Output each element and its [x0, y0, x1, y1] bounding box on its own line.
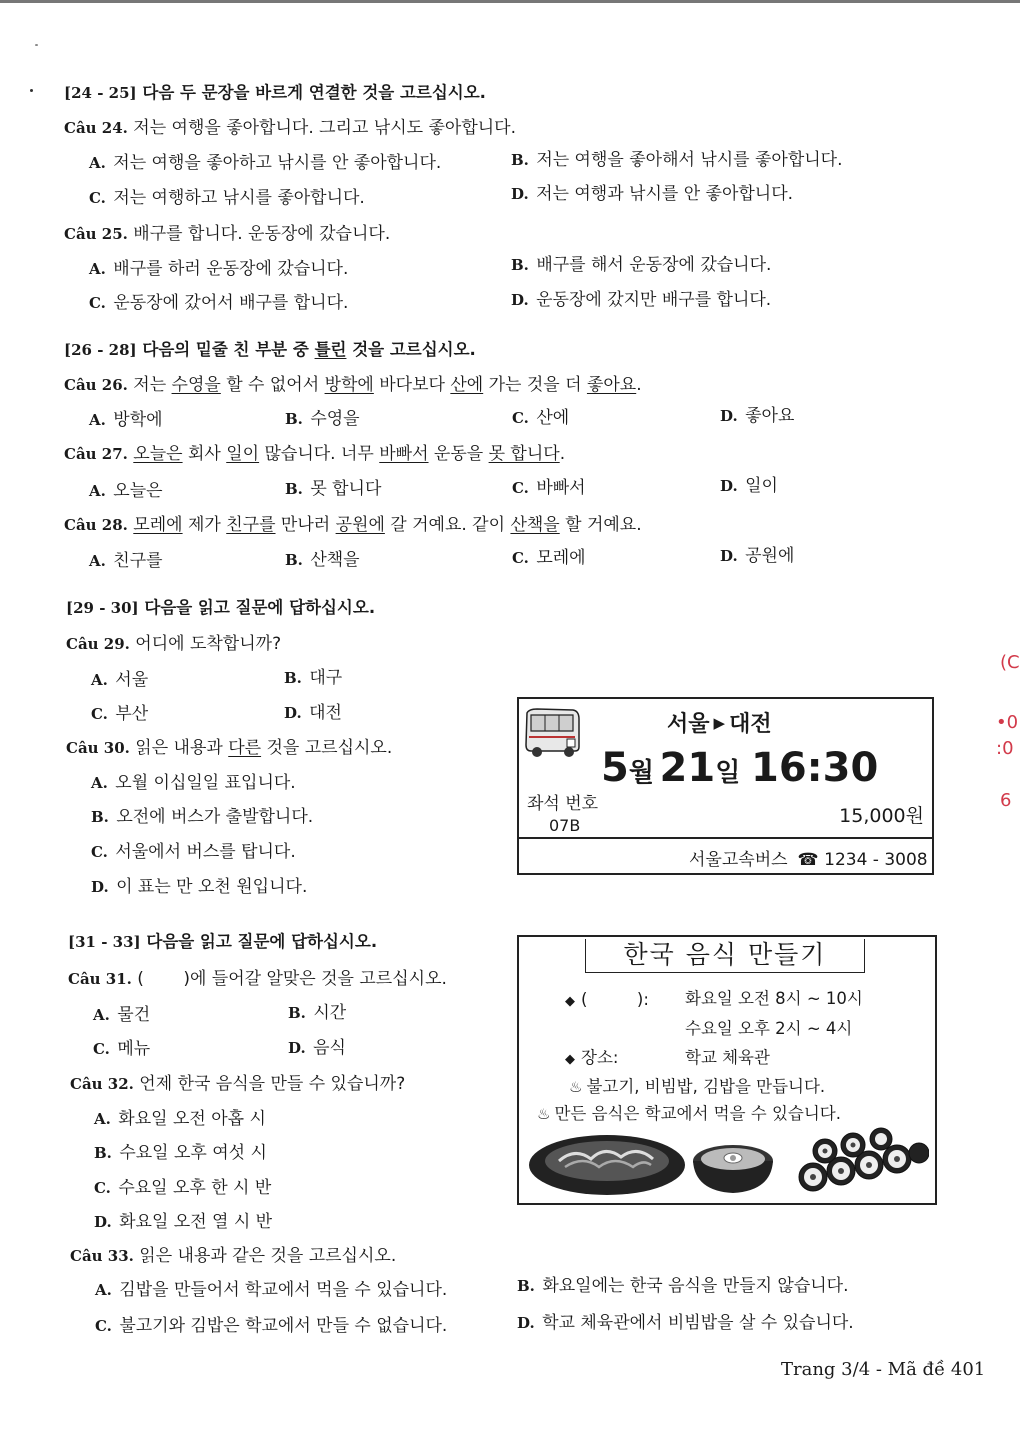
top-border — [0, 0, 1020, 3]
option-32-c[interactable]: C. 수요일 오후 한 시 반 — [94, 1178, 272, 1198]
option-32-d[interactable]: D. 화요일 오전 열 시 반 — [94, 1212, 273, 1232]
page-footer: Trang 3/4 - Mã đề 401 — [781, 1359, 986, 1380]
option-26-a[interactable]: A. 방학에 — [89, 410, 163, 430]
option-30-a[interactable]: A. 오월 이십일일 표입니다. — [91, 773, 296, 793]
option-29-b[interactable]: B. 대구 — [284, 668, 343, 688]
ticket-route: 서울 ▶ 대전 — [667, 712, 772, 737]
hot-food-icon: ♨ — [537, 1105, 551, 1123]
section-heading-31-33: [31 - 33] 다음을 읽고 질문에 답하십시오. — [68, 932, 378, 951]
arrow-right-icon: ▶ — [713, 714, 726, 732]
question-26: Câu 26. 저는 수영을 할 수 없어서 방학에 바다보다 산에 가는 것을 더 좋아요. — [64, 375, 642, 395]
margin-mark: •0 — [996, 712, 1019, 733]
option-28-b[interactable]: B. 산책을 — [285, 550, 360, 570]
notice-time-row-1: ◆ ( ): — [565, 990, 649, 1009]
seat-number: 07B — [549, 816, 581, 835]
hot-food-icon: ♨ — [569, 1078, 583, 1096]
diamond-bullet-icon: ◆ — [565, 1052, 575, 1067]
phone-icon: ☎ — [797, 850, 819, 870]
option-25-c[interactable]: C. 운동장에 갔어서 배구를 합니다. — [89, 293, 349, 313]
section-heading-24-25: [24 - 25] 다음 두 문장을 바르게 연결한 것을 고르십시오. — [64, 83, 486, 102]
option-29-a[interactable]: A. 서울 — [91, 670, 149, 690]
margin-mark: :0 — [996, 738, 1014, 759]
question-30: Câu 30. 읽은 내용과 다른 것을 고르십시오. — [66, 738, 393, 758]
bulgogi-image — [529, 1135, 685, 1195]
option-26-c[interactable]: C. 산에 — [512, 408, 570, 428]
option-28-c[interactable]: C. 모레에 — [512, 548, 586, 568]
ticket-divider — [519, 837, 932, 839]
option-33-a[interactable]: A. 김밥을 만들어서 학교에서 먹을 수 있습니다. — [95, 1280, 448, 1300]
option-27-d[interactable]: D. 일이 — [720, 476, 778, 496]
option-31-d[interactable]: D. 음식 — [288, 1038, 346, 1058]
option-33-d[interactable]: D. 학교 체육관에서 비빔밥을 살 수 있습니다. — [517, 1313, 854, 1333]
option-26-b[interactable]: B. 수영을 — [285, 409, 360, 429]
option-31-b[interactable]: B. 시간 — [288, 1003, 347, 1023]
diamond-bullet-icon: ◆ — [565, 994, 575, 1009]
section-heading-26-28: [26 - 28] 다음의 밑줄 친 부분 중 틀린 것을 고르십시오. — [64, 340, 476, 359]
option-33-c[interactable]: C. 불고기와 김밥은 학교에서 만들 수 없습니다. — [95, 1316, 448, 1336]
option-29-d[interactable]: D. 대전 — [284, 703, 342, 723]
option-24-c[interactable]: C. 저는 여행하고 낚시를 좋아합니다. — [89, 188, 365, 208]
question-28: Câu 28. 모레에 제가 친구를 만나러 공원에 갈 거예요. 같이 산책을 할 거예요. — [64, 515, 642, 535]
option-25-a[interactable]: A. 배구를 하러 운동장에 갔습니다. — [89, 259, 349, 279]
option-28-a[interactable]: A. 친구를 — [89, 551, 163, 571]
option-25-b[interactable]: B. 배구를 해서 운동장에 갔습니다. — [511, 255, 772, 275]
option-32-b[interactable]: B. 수요일 오후 여섯 시 — [94, 1143, 267, 1163]
option-30-c[interactable]: C. 서울에서 버스를 탑니다. — [91, 842, 296, 862]
margin-mark: (C — [1000, 652, 1020, 673]
bus-icon — [523, 707, 581, 759]
option-24-a[interactable]: A. 저는 여행을 좋아하고 낚시를 안 좋아합니다. — [89, 153, 442, 173]
option-30-d[interactable]: D. 이 표는 만 오천 원입니다. — [91, 877, 308, 897]
option-27-a[interactable]: A. 오늘은 — [89, 481, 163, 501]
question-32: Câu 32. 언제 한국 음식을 만들 수 있습니까? — [70, 1074, 406, 1094]
ticket-time: 16:30 — [751, 745, 879, 791]
question-29: Câu 29. 어디에 도착합니까? — [66, 634, 282, 654]
option-25-d[interactable]: D. 운동장에 갔지만 배구를 합니다. — [511, 290, 772, 310]
question-24: Câu 24. 저는 여행을 좋아합니다. 그리고 낚시도 좋아합니다. — [64, 118, 516, 138]
bus-company: 서울고속버스 ☎ 1234 - 3008 — [689, 850, 928, 870]
option-27-c[interactable]: C. 바빠서 — [512, 478, 586, 498]
option-30-b[interactable]: B. 오전에 버스가 출발합니다. — [91, 807, 314, 827]
question-31: Câu 31. ( )에 들어갈 알맞은 것을 고르십시오. — [68, 969, 447, 989]
notice-time-2: 수요일 오후 2시 ~ 4시 — [685, 1019, 853, 1038]
speck — [35, 44, 38, 46]
option-24-d[interactable]: D. 저는 여행과 낚시를 안 좋아합니다. — [511, 184, 794, 204]
question-27: Câu 27. 오늘은 회사 일이 많습니다. 너무 바빠서 운동을 못 합니다. — [64, 444, 566, 464]
notice-title: 한국 음식 만들기 — [585, 939, 865, 973]
option-28-d[interactable]: D. 공원에 — [720, 546, 795, 566]
food-illustration — [525, 1125, 929, 1199]
option-29-c[interactable]: C. 부산 — [91, 704, 149, 724]
option-31-c[interactable]: C. 메뉴 — [93, 1039, 151, 1059]
question-25: Câu 25. 배구를 합니다. 운동장에 갔습니다. — [64, 224, 391, 244]
ticket-date: 5월 21일 — [601, 745, 741, 791]
option-33-b[interactable]: B. 화요일에는 한국 음식을 만들지 않습니다. — [517, 1276, 849, 1296]
ticket-price: 15,000원 — [839, 805, 924, 827]
option-26-d[interactable]: D. 좋아요 — [720, 406, 795, 426]
option-24-b[interactable]: B. 저는 여행을 좋아해서 낚시를 좋아합니다. — [511, 150, 843, 170]
option-31-a[interactable]: A. 물건 — [93, 1005, 151, 1025]
notice-place: 학교 체육관 — [685, 1048, 770, 1067]
notice-line-1: ♨ 불고기, 비빔밥, 김밥을 만듭니다. — [569, 1077, 826, 1096]
notice-time-1: 화요일 오전 8시 ~ 10시 — [685, 989, 863, 1008]
bibimbap-image — [693, 1145, 773, 1193]
option-27-b[interactable]: B. 못 합니다 — [285, 479, 382, 499]
question-33: Câu 33. 읽은 내용과 같은 것을 고르십시오. — [70, 1246, 397, 1266]
option-32-a[interactable]: A. 화요일 오전 아홉 시 — [94, 1109, 266, 1129]
notice-line-2: ♨ 만든 음식은 학교에서 먹을 수 있습니다. — [537, 1104, 841, 1123]
section-heading-29-30: [29 - 30] 다음을 읽고 질문에 답하십시오. — [66, 598, 376, 617]
bus-ticket — [517, 697, 934, 875]
seat-label: 좌석 번호 — [527, 794, 599, 814]
speck — [30, 89, 33, 92]
korean-food-notice — [517, 935, 937, 1205]
margin-mark: 6 — [1000, 790, 1012, 811]
notice-place-label: ◆ 장소: — [565, 1048, 619, 1067]
